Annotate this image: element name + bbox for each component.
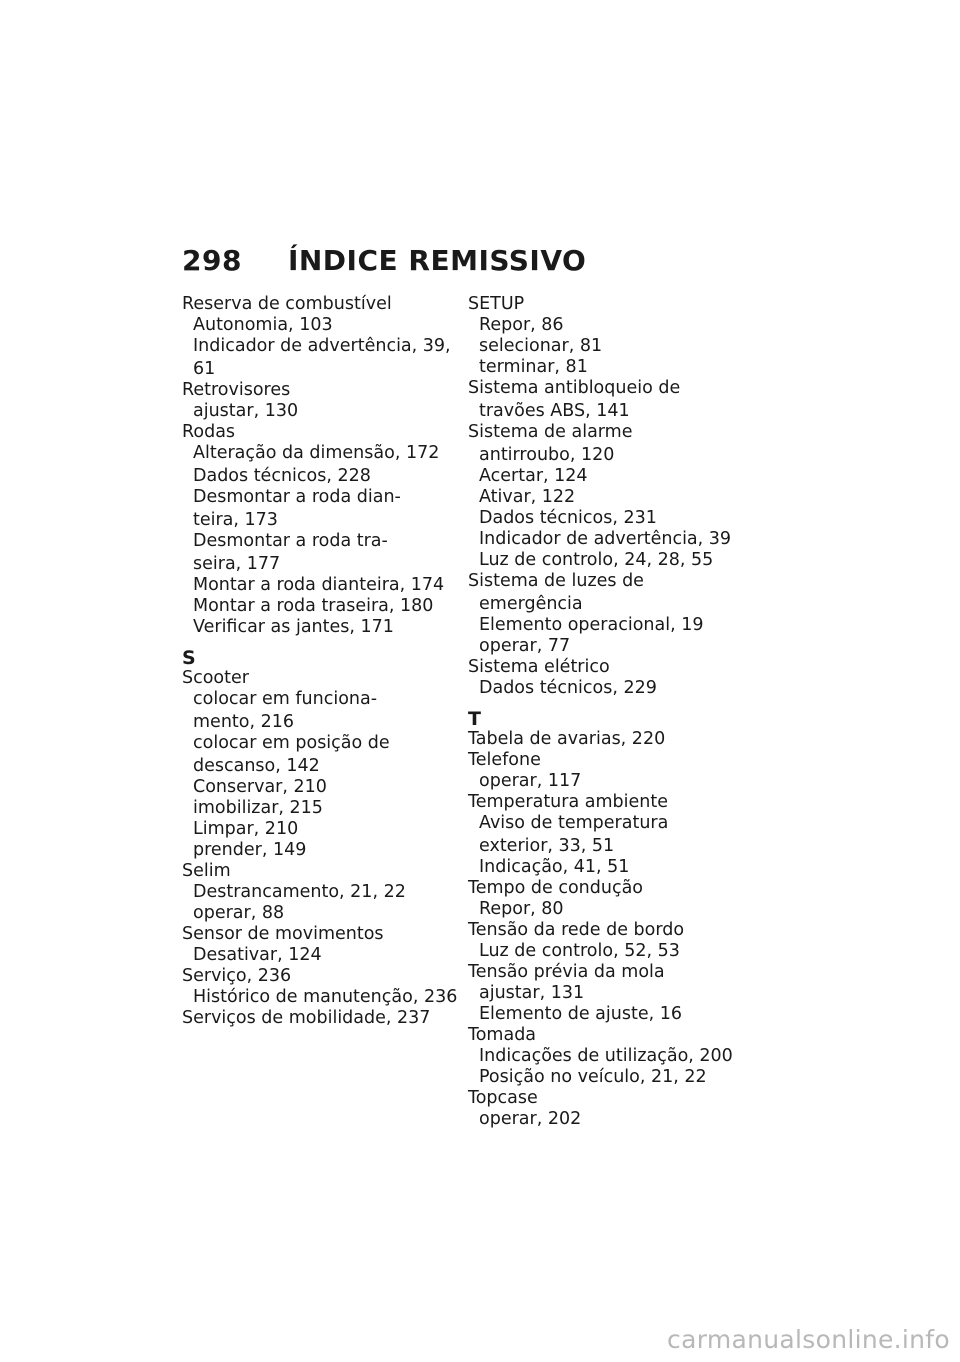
index-entry: Scooter xyxy=(182,668,249,688)
index-subentry: Repor, 80 xyxy=(479,899,564,919)
index-subentry: Verificar as jantes, 171 xyxy=(193,617,394,637)
index-subentry: Histórico de manutenção, 236 xyxy=(193,987,458,1007)
page-header xyxy=(182,244,586,277)
index-subentry: Destrancamento, 21, 22 xyxy=(193,882,406,902)
index-entry: Serviços de mobilidade, 237 xyxy=(182,1008,431,1028)
index-entry-continuation: antirroubo, 120 xyxy=(479,445,615,465)
index-subentry: Indicação, 41, 51 xyxy=(479,857,630,877)
index-subentry: Alteração da dimensão, 172 xyxy=(193,443,440,463)
index-entry: Tensão da rede de bordo xyxy=(468,920,685,940)
index-subentry: prender, 149 xyxy=(193,840,307,860)
index-subentry: Elemento de ajuste, 16 xyxy=(479,1004,682,1024)
index-subentry: imobilizar, 215 xyxy=(193,798,323,818)
index-entry: Rodas xyxy=(182,422,236,442)
index-subentry: Dados técnicos, 231 xyxy=(479,508,657,528)
index-entry-continuation: descanso, 142 xyxy=(193,756,320,776)
index-entry: Sensor de movimentos xyxy=(182,924,384,944)
index-subentry: Indicador de advertência, 39, xyxy=(193,336,451,356)
index-entry: Retrovisores xyxy=(182,380,291,400)
watermark: carmanualsonline.info xyxy=(667,1325,950,1354)
index-subentry: colocar em funciona- xyxy=(193,689,378,709)
page-title: ÍNDICE REMISSIVO xyxy=(287,244,587,277)
index-entry-continuation: mento, 216 xyxy=(193,712,295,732)
index-entry: Tempo de condução xyxy=(468,878,644,898)
index-entry-continuation: teira, 173 xyxy=(193,510,278,530)
index-subentry: Indicações de utilização, 200 xyxy=(479,1046,733,1066)
index-entry: Sistema elétrico xyxy=(468,657,610,677)
index-column-left xyxy=(182,294,462,1029)
index-entry: Selim xyxy=(182,861,231,881)
index-subentry: Posição no veículo, 21, 22 xyxy=(479,1067,707,1087)
index-subentry: operar, 117 xyxy=(479,771,582,791)
index-subentry: Dados técnicos, 229 xyxy=(479,678,657,698)
index-entry: Serviço, 236 xyxy=(182,966,292,986)
index-entry: Sistema antibloqueio de xyxy=(468,378,681,398)
index-subentry: Desmontar a roda dian- xyxy=(193,487,401,507)
index-subentry: terminar, 81 xyxy=(479,357,588,377)
index-subentry: Luz de controlo, 52, 53 xyxy=(479,941,680,961)
index-subentry: Luz de controlo, 24, 28, 55 xyxy=(479,550,714,570)
index-entry: Telefone xyxy=(468,750,541,770)
index-entry-continuation: exterior, 33, 51 xyxy=(479,836,615,856)
index-entry: Tabela de avarias, 220 xyxy=(468,729,666,749)
index-column-right xyxy=(468,294,748,1130)
index-subentry: Montar a roda traseira, 180 xyxy=(193,596,434,616)
index-subentry: Ativar, 122 xyxy=(479,487,576,507)
index-subentry: Autonomia, 103 xyxy=(193,315,333,335)
index-entry: Sistema de alarme xyxy=(468,422,633,442)
index-entry-continuation: travões ABS, 141 xyxy=(479,401,630,421)
index-subentry: colocar em posição de xyxy=(193,733,390,753)
index-subentry: operar, 88 xyxy=(193,903,285,923)
index-subentry: selecionar, 81 xyxy=(479,336,603,356)
page-number: 298 xyxy=(182,244,242,277)
index-subentry: Limpar, 210 xyxy=(193,819,299,839)
index-subentry: Repor, 86 xyxy=(479,315,564,335)
index-entry-continuation: emergência xyxy=(479,594,583,614)
index-subentry: Desmontar a roda tra- xyxy=(193,531,388,551)
index-section-letter: T xyxy=(468,708,481,730)
index-entry: Tomada xyxy=(468,1025,537,1045)
index-subentry: Montar a roda dianteira, 174 xyxy=(193,575,445,595)
index-entry: Sistema de luzes de xyxy=(468,571,644,591)
index-subentry: Conservar, 210 xyxy=(193,777,327,797)
index-entry-continuation: 61 xyxy=(193,359,216,379)
index-entry: Topcase xyxy=(468,1088,538,1108)
index-entry: SETUP xyxy=(468,294,525,314)
index-entry: Tensão prévia da mola xyxy=(468,962,665,982)
index-subentry: Indicador de advertência, 39 xyxy=(479,529,732,549)
index-subentry: Elemento operacional, 19 xyxy=(479,615,704,635)
index-subentry: Dados técnicos, 228 xyxy=(193,466,371,486)
index-subentry: operar, 77 xyxy=(479,636,571,656)
index-subentry: ajustar, 131 xyxy=(479,983,585,1003)
index-subentry: Desativar, 124 xyxy=(193,945,322,965)
index-subentry: Aviso de temperatura xyxy=(479,813,669,833)
index-subentry: ajustar, 130 xyxy=(193,401,299,421)
index-entry: Reserva de combustível xyxy=(182,294,392,314)
index-subentry: operar, 202 xyxy=(479,1109,582,1129)
index-entry-continuation: seira, 177 xyxy=(193,554,281,574)
index-subentry: Acertar, 124 xyxy=(479,466,588,486)
index-entry: Temperatura ambiente xyxy=(468,792,668,812)
index-section-letter: S xyxy=(182,647,196,669)
